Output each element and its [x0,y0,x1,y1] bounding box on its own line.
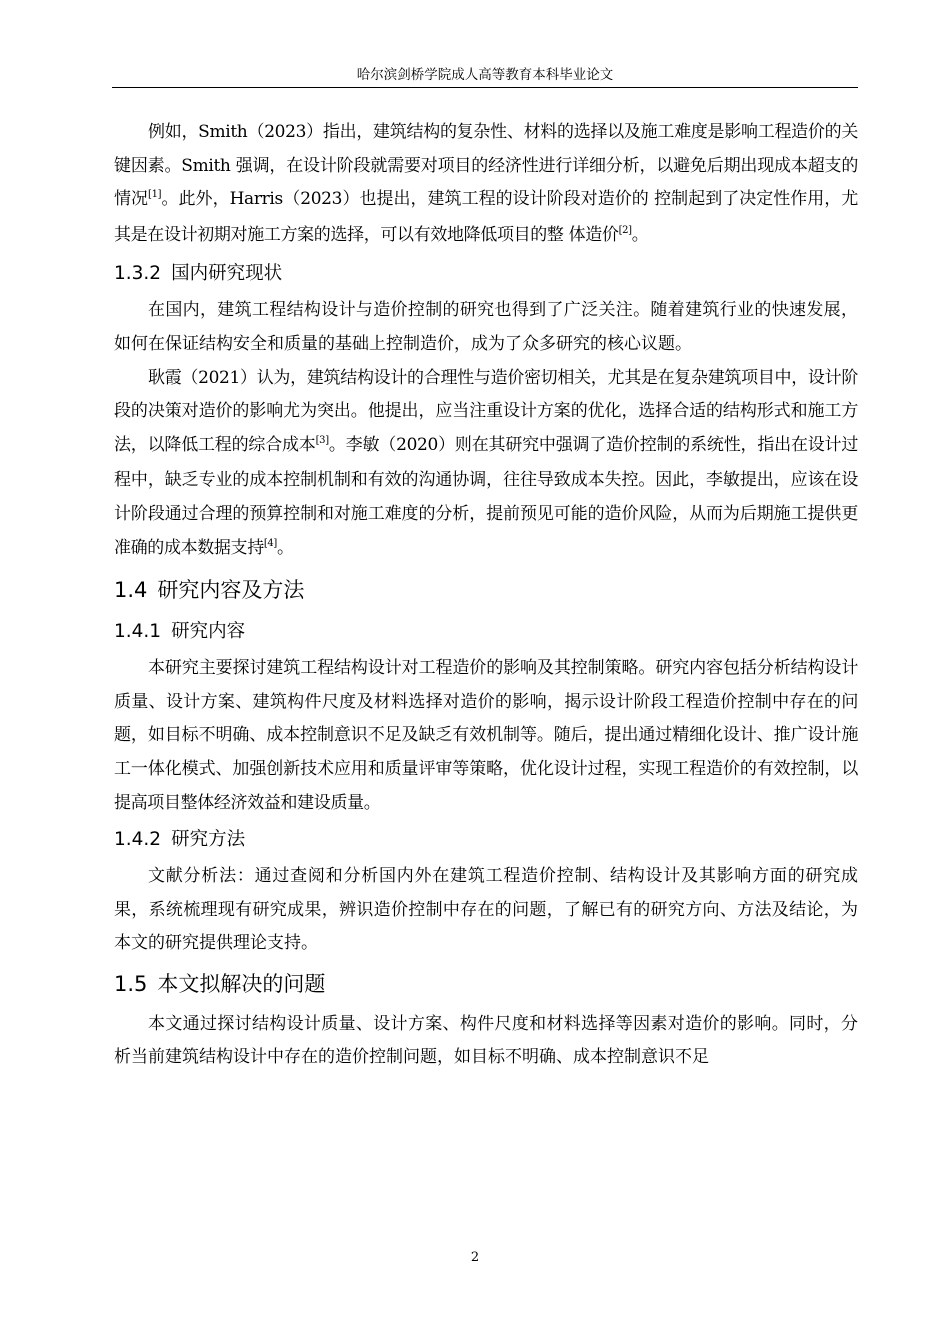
paragraph-text: 。 [631,224,649,245]
paragraph-domestic-intro: 在国内，建筑工程结构设计与造价控制的研究也得到了广泛关注。随着建筑行业的快速发展，如何在保证结构安全和质量的基础上控制造价，成为了众多研究的核心议题。 [114,300,858,354]
page-body [114,116,858,1075]
section-number: 1.5 [114,971,148,996]
section-number: 1.4.2 [114,829,162,851]
paragraph-foreign-research [114,116,858,254]
section-title: 研究内容及方法 [157,578,305,603]
paragraph-text: 。 [276,537,294,558]
paragraph-domestic-research [114,362,858,568]
section-number: 1.4 [114,578,148,603]
section-title: 研究方法 [171,829,246,851]
citation-1: [1] [148,189,162,201]
citation-2: [2] [618,224,632,236]
heading-1-5 [114,966,858,1002]
running-header: 哈尔滨剑桥学院成人高等教育本科毕业论文 [356,67,614,83]
header-rule [112,87,858,88]
heading-1-3-2 [114,256,858,292]
paragraph-text: 例如，Smith（2023）指出，建筑结构的复杂性、材料的选择以及施工难度是影响工程造价的关键因素。Smith 强调，在设计阶段就需要对项目的经济性进行详细分析，以避免后期出现成本超支的情况 [114,122,858,210]
section-title: 国内研究现状 [171,263,283,285]
section-number: 1.4.1 [114,621,162,643]
section-number: 1.3.2 [114,263,162,285]
paragraph-research-content: 本研究主要探讨建筑工程结构设计对工程造价的影响及其控制策略。研究内容包括分析结构设计质量、设计方案、建筑构件尺度及材料选择对造价的影响，揭示设计阶段工程造价控制中存在的问题，如目标不明确、成本控制意识不足及缺乏有效机制等。随后，提出通过精细化设计、推广设计施工一体化模式、加强创新技术应用和质量评审等策略，优化设计过程，实现工程造价的有效控制，以提高项目整体经济效益和建设质量。 [114,658,858,813]
paragraph-text: 。李敏（2020）则在其研究中强调了造价控制的系统性，指出在设计过程中，缺乏专业的成本控制机制和有效的沟通协调，往往导致成本失控。因此，李敏提出，应该在设计阶段通过合理的预算控制和对施工难度的分析，提前预见可能的造价风险，从而为后期施工提供更准确的成本数据支持 [114,434,858,558]
citation-4: [4] [263,537,277,549]
paragraph-text: 。此外，Harris（2023）也提出，建筑工程的设计阶段对造价的 控制起到了决定性作用，尤其是在设计初期对施工方案的选择，可以有效地降低项目的整 体造价 [114,189,858,245]
page-number: 2 [470,1250,480,1265]
section-title: 研究内容 [171,621,246,643]
citation-3: [3] [315,434,329,446]
paragraph-problems: 本文通过探讨结构设计质量、设计方案、构件尺度和材料选择等因素对造价的影响。同时，分析当前建筑结构设计中存在的造价控制问题，如目标不明确、成本控制意识不足 [114,1013,858,1068]
paragraph-research-method: 文献分析法：通过查阅和分析国内外在建筑工程造价控制、结构设计及其影响方面的研究成果，系统梳理现有研究成果，辨识造价控制中存在的问题，了解已有的研究方向、方法及结论，为本文的研究提供理论支持。 [114,866,858,954]
heading-1-4 [114,572,858,608]
heading-1-4-2 [114,822,858,858]
paragraph-text: 耿霞（2021）认为，建筑结构设计的合理性与造价密切相关，尤其是在复杂建筑项目中，设计阶段的决策对造价的影响尤为突出。他提出，应当注重设计方案的优化，选择合适的结构形式和施工方法，以降低工程的综合成本 [114,367,858,455]
section-title: 本文拟解决的问题 [157,971,326,996]
heading-1-4-1 [114,614,858,650]
